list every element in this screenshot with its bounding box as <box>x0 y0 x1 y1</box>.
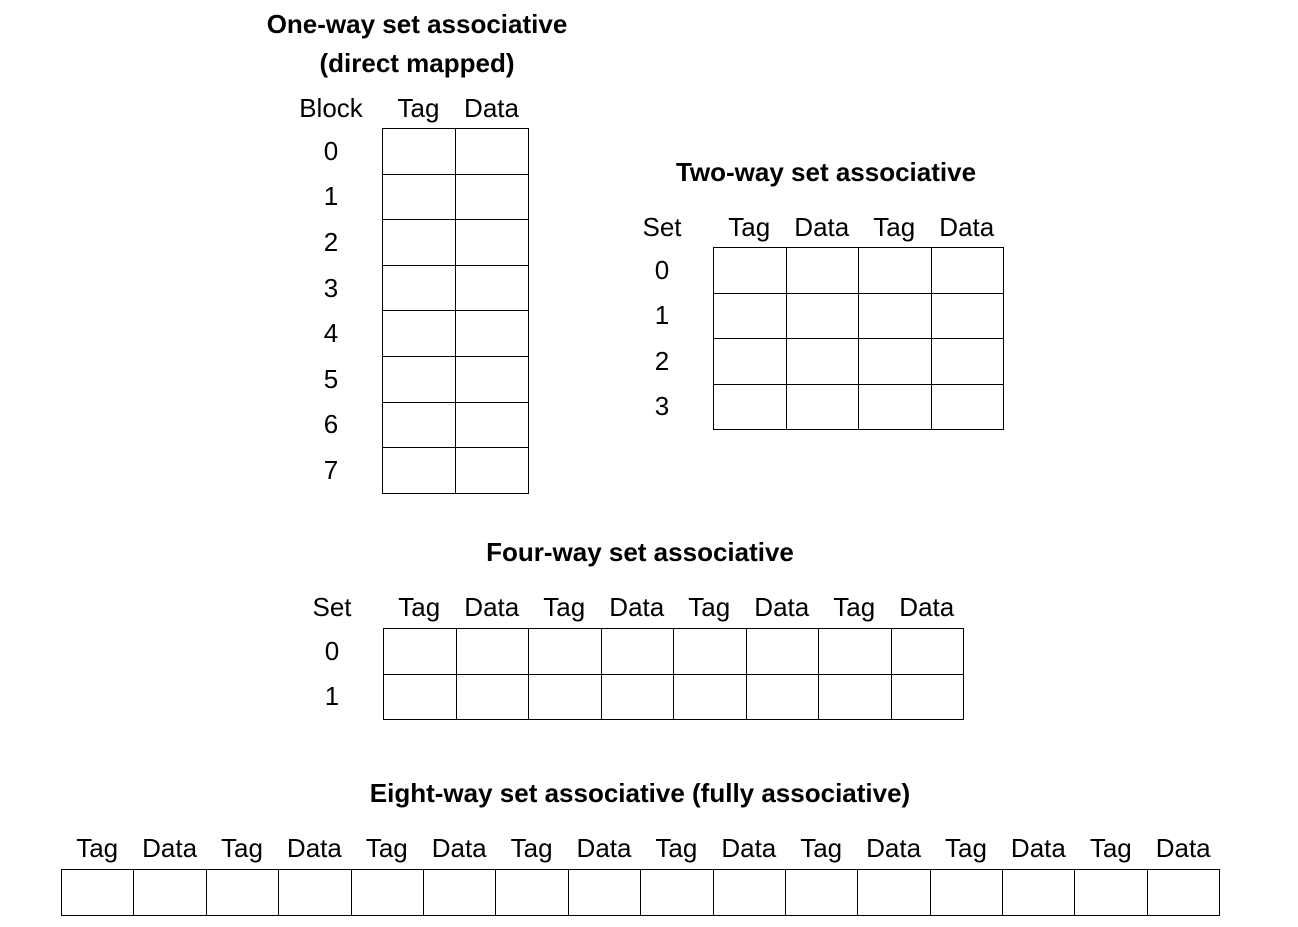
one-way-cell-data <box>456 357 529 403</box>
one-way-subtitle: (direct mapped) <box>319 48 515 78</box>
eight-way-cell-data <box>714 870 786 916</box>
two-way-row-label-2: 2 <box>654 345 670 376</box>
one-way-cell-data <box>456 403 529 449</box>
eight-way-cell-tag <box>352 870 424 916</box>
eight-way-cell-tag <box>786 870 858 916</box>
four-way-cell-tag <box>384 675 457 721</box>
eight-way-col-header-tag-14: Tag <box>1089 833 1132 863</box>
eight-way-col-header-data-7: Data <box>576 833 632 863</box>
four-way-cell-data <box>892 675 965 721</box>
one-way-col-header-data-1: Data <box>464 93 519 123</box>
four-way-col-header-tag-0: Tag <box>398 592 441 622</box>
four-way-title: Four-way set associative <box>486 537 794 567</box>
one-way-cell-tag <box>383 266 456 312</box>
four-way-col-header-data-7: Data <box>899 592 955 622</box>
four-way-col-header-tag-2: Tag <box>543 592 586 622</box>
one-way-row-label-1: 1 <box>323 181 339 212</box>
eight-way-cell-tag <box>62 870 134 916</box>
four-way-cell-tag <box>529 629 602 675</box>
two-way-col-header-data-3: Data <box>939 212 995 242</box>
one-way-cell-data <box>456 311 529 357</box>
eight-way-cell-tag <box>931 870 1003 916</box>
one-way-cell-data <box>456 266 529 312</box>
eight-way-title: Eight-way set associative (fully associative) <box>369 778 911 808</box>
two-way-col-header-tag-2: Tag <box>873 212 916 242</box>
eight-way-col-header-data-1: Data <box>142 833 198 863</box>
one-way-cell-tag <box>383 220 456 266</box>
eight-way-col-header-tag-12: Tag <box>945 833 987 863</box>
four-way-cell-data <box>602 629 675 675</box>
two-way-cell-tag <box>714 248 787 294</box>
four-way-cell-tag <box>819 629 892 675</box>
eight-way-col-header-tag-6: Tag <box>510 833 553 863</box>
two-way-row-label-0: 0 <box>654 254 670 285</box>
four-way-cell-tag <box>674 629 747 675</box>
one-way-cell-tag <box>383 448 456 494</box>
four-way-cell-tag <box>384 629 457 675</box>
one-way-row-label-2: 2 <box>323 227 339 257</box>
two-way-row-label-3: 3 <box>654 391 670 422</box>
one-way-col-header-tag-0: Tag <box>397 93 440 123</box>
one-way-cell-tag <box>383 403 456 449</box>
two-way-cell-data <box>787 248 860 294</box>
two-way-cell-data <box>787 339 860 385</box>
eight-way-col-header-data-15: Data <box>1155 833 1211 863</box>
two-way-cell-tag <box>714 339 787 385</box>
four-way-row-label-0: 0 <box>324 635 340 666</box>
two-way-title: Two-way set associative <box>675 157 977 187</box>
eight-way-cell-tag <box>1075 870 1147 916</box>
eight-way-cell-tag <box>496 870 568 916</box>
one-way-row-label-5: 5 <box>323 363 339 394</box>
one-way-row-header: Block <box>299 93 363 123</box>
two-way-cell-data <box>932 294 1005 340</box>
one-way-cache-grid <box>382 128 529 494</box>
one-way-cell-data <box>456 129 529 175</box>
four-way-cell-data <box>457 629 530 675</box>
two-way-col-header-data-1: Data <box>794 212 850 242</box>
two-way-cell-tag <box>859 294 932 340</box>
two-way-cell-tag <box>714 385 787 431</box>
eight-way-col-header-tag-2: Tag <box>221 833 263 863</box>
two-way-cell-tag <box>859 339 932 385</box>
eight-way-col-header-data-9: Data <box>721 833 777 863</box>
eight-way-cache-grid <box>61 869 1220 916</box>
eight-way-col-header-tag-10: Tag <box>800 833 843 863</box>
two-way-row-header: Set <box>642 212 682 242</box>
eight-way-col-header-tag-0: Tag <box>76 833 119 863</box>
four-way-cell-tag <box>529 675 602 721</box>
four-way-cache-grid <box>383 628 964 720</box>
four-way-col-header-data-3: Data <box>609 592 665 622</box>
eight-way-col-header-tag-4: Tag <box>365 833 408 863</box>
two-way-cell-tag <box>859 385 932 431</box>
four-way-col-header-data-5: Data <box>754 592 810 622</box>
one-way-cell-tag <box>383 129 456 175</box>
eight-way-cell-data <box>858 870 930 916</box>
one-way-row-label-4: 4 <box>323 318 339 349</box>
eight-way-cell-data <box>279 870 351 916</box>
eight-way-cell-data <box>1003 870 1075 916</box>
one-way-cell-data <box>456 220 529 266</box>
eight-way-cell-tag <box>641 870 713 916</box>
one-way-cell-tag <box>383 311 456 357</box>
eight-way-cell-data <box>1148 870 1220 916</box>
one-way-cell-tag <box>383 175 456 221</box>
two-way-cell-data <box>787 385 860 431</box>
eight-way-cell-data <box>134 870 206 916</box>
eight-way-col-header-data-3: Data <box>286 833 342 863</box>
one-way-row-label-3: 3 <box>323 272 339 303</box>
one-way-row-label-6: 6 <box>323 409 339 440</box>
four-way-cell-data <box>892 629 965 675</box>
two-way-cell-data <box>932 339 1005 385</box>
two-way-cell-data <box>932 385 1005 431</box>
one-way-cell-data <box>456 448 529 494</box>
eight-way-cell-data <box>569 870 641 916</box>
four-way-cell-data <box>457 675 530 721</box>
four-way-cell-data <box>602 675 675 721</box>
one-way-title: One-way set associative <box>266 9 568 39</box>
one-way-cell-data <box>456 175 529 221</box>
eight-way-cell-data <box>424 870 496 916</box>
four-way-col-header-tag-4: Tag <box>688 592 731 622</box>
two-way-cell-tag <box>859 248 932 294</box>
four-way-cell-tag <box>819 675 892 721</box>
two-way-col-header-tag-0: Tag <box>728 212 771 242</box>
eight-way-col-header-data-13: Data <box>1010 833 1066 863</box>
four-way-col-header-tag-6: Tag <box>833 592 876 622</box>
four-way-cell-data <box>747 675 820 721</box>
eight-way-col-header-data-11: Data <box>866 833 922 863</box>
two-way-cell-data <box>787 294 860 340</box>
four-way-cell-tag <box>674 675 747 721</box>
eight-way-cell-tag <box>207 870 279 916</box>
two-way-row-label-1: 1 <box>654 300 670 331</box>
one-way-row-label-0: 0 <box>323 135 339 166</box>
eight-way-col-header-data-5: Data <box>431 833 487 863</box>
four-way-cell-data <box>747 629 820 675</box>
two-way-cell-tag <box>714 294 787 340</box>
eight-way-col-header-tag-8: Tag <box>655 833 698 863</box>
one-way-row-label-7: 7 <box>323 455 339 485</box>
two-way-cell-data <box>932 248 1005 294</box>
four-way-row-header: Set <box>312 592 352 622</box>
four-way-row-label-1: 1 <box>324 681 340 712</box>
one-way-cell-tag <box>383 357 456 403</box>
two-way-cache-grid <box>713 247 1004 430</box>
four-way-col-header-data-1: Data <box>464 592 520 622</box>
